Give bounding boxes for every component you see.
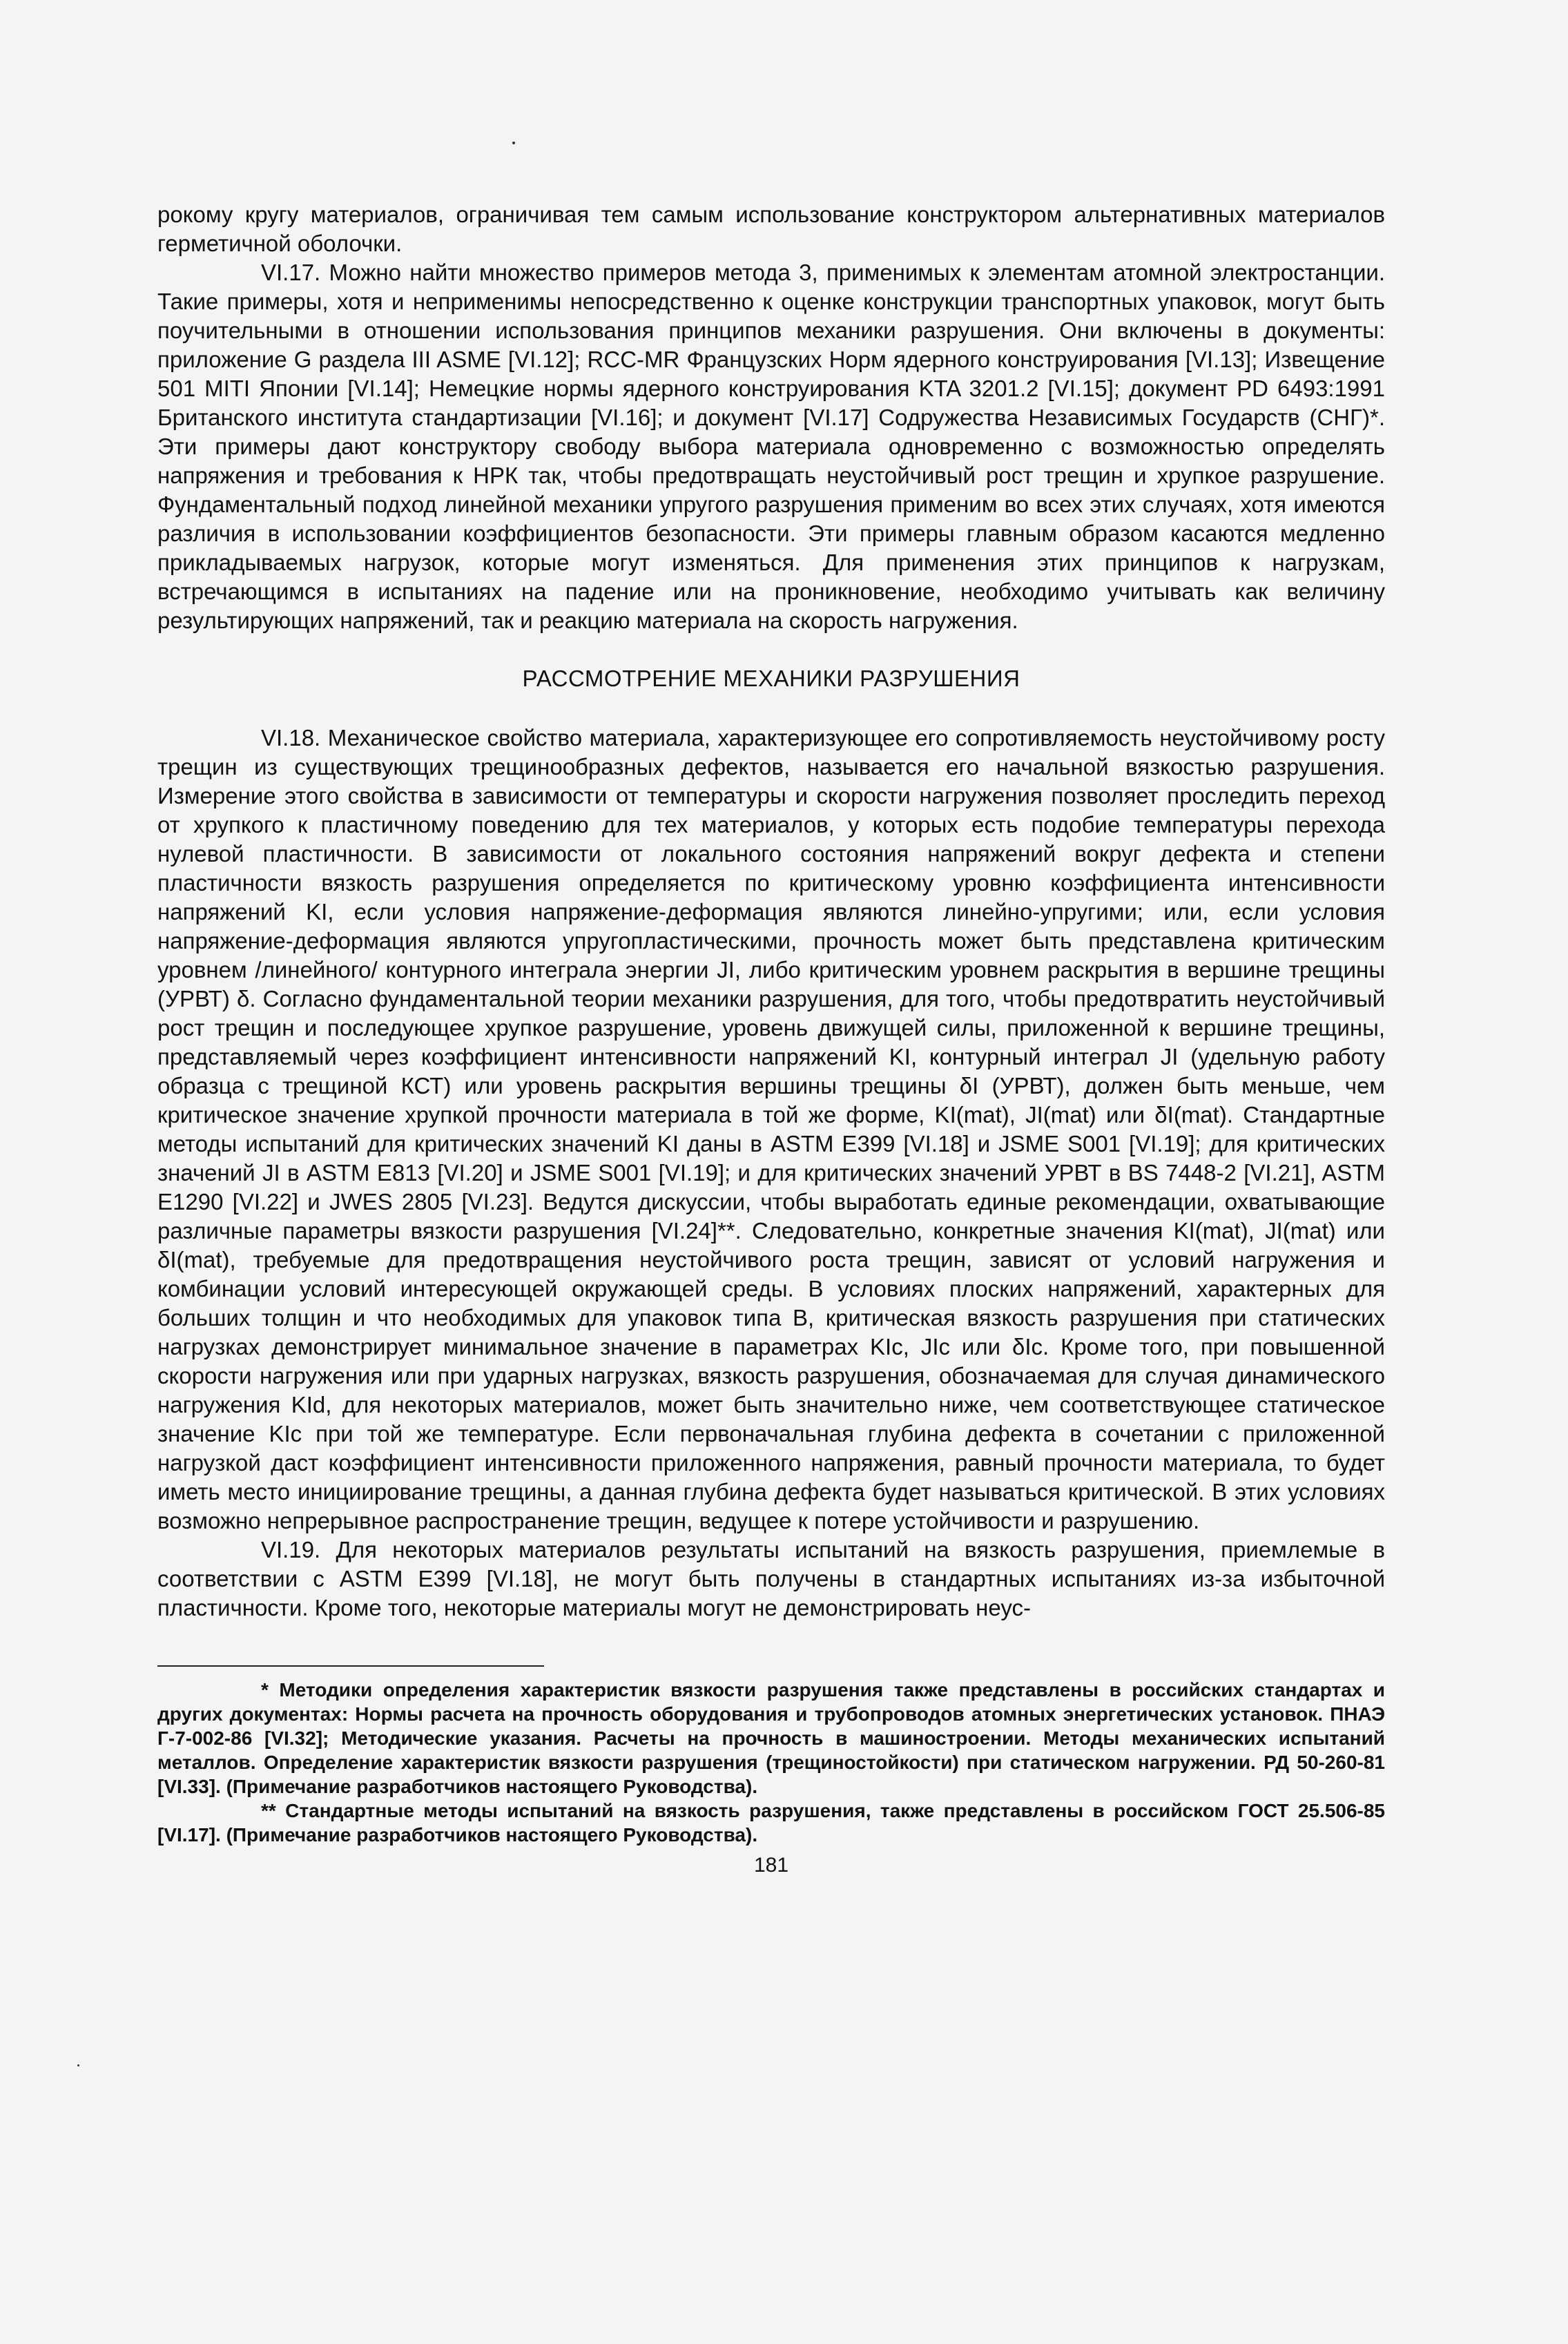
scan-speck [512,142,515,144]
footnote-2: ** Стандартные методы испытаний на вязкость разрушения, также представлены в российском ГОСТ 25.506-85 [VI.17]. (Примечание разработчиков настоящего Руководства). [157,1800,1385,1846]
page-content [157,200,1385,1877]
page-number: 181 [753,1854,789,1877]
footnote-divider [157,1665,544,1667]
section-heading: РАССМОТРЕНИЕ МЕХАНИКИ РАЗРУШЕНИЯ [522,666,1020,691]
paragraph-vi-19: VI.19. Для некоторых материалов результаты испытаний на вязкость разрушения, приемлемые в соответствии с ASTM E399 [VI.18], не могут быть получены в стандартных испытаниях из-за избыточной пластичности. Кроме того, некоторые материалы могут не демонстрировать неус- [157,1537,1385,1620]
paragraph-intro: рокому кругу материалов, ограничивая тем самым использование конструктором альтернативных материалов герметичной оболочки. [157,202,1385,256]
footnote-1: * Методики определения характеристик вязкости разрушения также представлены в российских стандартах и других документах: Нормы расчета на прочность оборудования и трубопроводов атомных энергетических установок. ПНАЭ Г-7-002-86 [VI.32]; Методические указания. Расчеты на прочность в машиностроении. Методы механических испытаний металлов. Определение характеристик вязкости разрушения (трещиностойкости) при статическом нагружении. РД 50-260-81 [VI.33]. (Примечание разработчиков настоящего Руководства). [157,1679,1385,1797]
paragraph-vi-18: VI.18. Механическое свойство материала, характеризующее его сопротивляемость неустойчивому росту трещин из существующих трещинообразных дефектов, называется его начальной вязкостью разрушения. Измерение этого свойства в зависимости от температуры и скорости нагружения позволяет проследить переход от хрупкого к пластичному поведению для тех материалов, у которых есть подобие температуры перехода нулевой пластичности. В зависимости от локального состояния напряжений вокруг дефекта и степени пластичности вязкость разрушения определяется по критическому уровню коэффициента интенсивности напряжений KI, если условия напряжение-деформация являются линейно-упругими; или, если условия напряжение-деформация являются упругопластическими, прочность может быть представлена критическим уровнем /линейного/ контурного интеграла энергии JI, либо критическим уровнем раскрытия в вершине трещины (УРВТ) δ. Согласно фундаментальной теории механики разрушения, для того, чтобы предотвратить неустойчивый рост трещин и последующее хрупкое разрушение, уровень движущей силы, приложенной к вершине трещины, представляемый через коэффициент интенсивности напряжений KI, контурный интеграл JI (удельную работу образца с трещиной КСТ) или уровень раскрытия вершины трещины δI (УРВТ), должен быть меньше, чем критическое значение хрупкой прочности материала в той же форме, KI(mat), JI(mat) или δI(mat). Стандартные методы испытаний для критических значений KI даны в ASTM E399 [VI.18] и JSME S001 [VI.19]; для критических значений JI в ASTM E813 [VI.20] и JSME S001 [VI.19]; и для критических значений УРВТ в BS 7448-2 [VI.21], ASTM E1290 [VI.22] и JWES 2805 [VI.23]. Ведутся дискуссии, чтобы выработать единые рекомендации, охватывающие различные параметры вязкости разрушения [VI.24]**. Следовательно, конкретные значения KI(mat), JI(mat) или δI(mat), требуемые для предотвращения неустойчивого роста трещин, зависят от условий нагружения и комбинации условий интересующей окружающей среды. В условиях плоских напряжений, характерных для больших толщин и что необходимых для упаковок типа В, критическая вязкость разрушения при статических нагрузках демонстрирует минимальное значение в параметрах KIc, JIc или δIc. Кроме того, при повышенной скорости нагружения или при ударных нагрузках, вязкость разрушения, обозначаемая для случая динамического нагружения KId, для некоторых материалов, может быть значительно ниже, чем соответствующее статическое значение KIc при той же температуре. Если первоначальная глубина дефекта в сочетании с приложенной нагрузкой даст коэффициент интенсивности приложенного напряжения, равный прочности материала, то будет иметь место инициирование трещины, а данная глубина дефекта будет называться критической. В этих условиях возможно непрерывное распространение трещин, ведущее к потере устойчивости и разрушению. [157,725,1385,1533]
scan-speck [77,2064,79,2066]
paragraph-vi-17: VI.17. Можно найти множество примеров метода 3, применимых к элементам атомной электростанции. Такие примеры, хотя и неприменимы непосредственно к оценке конструкции транспортных упаковок, могут быть поучительными в отношении использования принципов механики разрушения. Они включены в документы: приложение G раздела III ASME [VI.12]; RCC-MR Французских Норм ядерного конструирования [VI.13]; Извещение 501 MITI Японии [VI.14]; Немецкие нормы ядерного конструирования KTA 3201.2 [VI.15]; документ PD 6493:1991 Британского института стандартизации [VI.16]; и документ [VI.17] Содружества Независимых Государств (СНГ)*. Эти примеры дают конструктору свободу выбора материала одновременно с возможностью определять напряжения и требования к НРК так, чтобы предотвращать неустойчивый рост трещин и хрупкое разрушение. Фундаментальный подход линейной механики упругого разрушения применим во всех этих случаях, хотя имеются различия в использовании коэффициентов безопасности. Эти примеры главным образом касаются медленно прикладываемых нагрузок, которые могут изменяться. Для применения этих принципов к нагрузкам, встречающимся в испытаниях на падение или на проникновение, необходимо учитывать как величину результирующих напряжений, так и реакцию материала на скорость нагружения. [157,260,1385,633]
